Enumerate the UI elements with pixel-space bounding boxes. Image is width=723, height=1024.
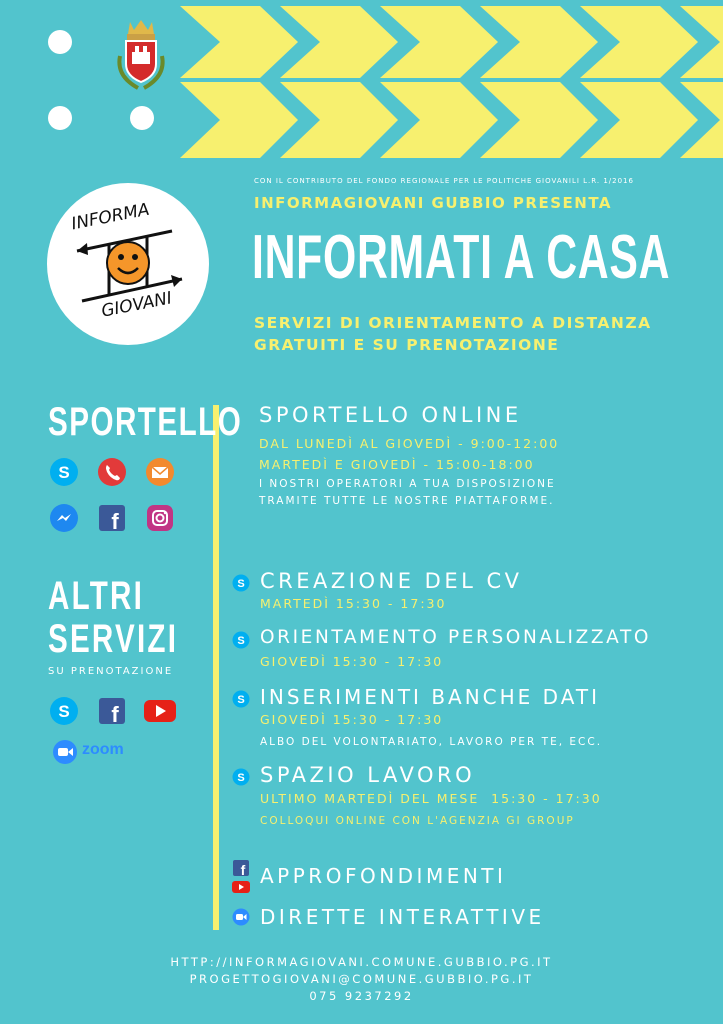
svg-text:S: S xyxy=(237,772,245,784)
service-title: CREAZIONE DEL CV xyxy=(260,569,523,593)
facebook-icon[interactable] xyxy=(97,503,127,533)
coat-of-arms-icon xyxy=(112,16,170,92)
skype-icon xyxy=(232,690,250,708)
zoom-label: zoom xyxy=(82,741,124,758)
approfondimenti-label: APPROFONDIMENTI xyxy=(260,864,507,888)
decor-dot xyxy=(130,106,154,130)
presenter-text: INFORMAGIOVANI GUBBIO PRESENTA xyxy=(254,194,613,212)
service-note: COLLOQUI ONLINE CON L'AGENZIA GI GROUP xyxy=(260,815,575,827)
facebook-icon[interactable] xyxy=(233,860,249,876)
service-time: MARTEDÌ 15:30 - 17:30 xyxy=(260,596,447,611)
sportello-online-note-2: TRAMITE TUTTE LE NOSTRE PIATTAFORME. xyxy=(259,495,555,507)
phone-icon[interactable] xyxy=(97,457,127,487)
footer-phone: 075 9237292 xyxy=(309,989,414,1003)
skype-icon[interactable] xyxy=(49,696,79,726)
facebook-icon[interactable] xyxy=(97,696,127,726)
chevron-pattern-icon xyxy=(180,0,723,160)
altri-heading-line-2: SERVIZI xyxy=(48,617,179,661)
decor-dot xyxy=(48,106,72,130)
sportello-online-note-1: I NOSTRI OPERATORI A TUA DISPOSIZIONE xyxy=(259,478,556,490)
svg-text:S: S xyxy=(237,635,245,647)
svg-text:S: S xyxy=(58,702,70,721)
svg-text:S: S xyxy=(237,578,245,590)
skype-icon xyxy=(232,631,250,649)
skype-icon[interactable] xyxy=(49,457,79,487)
informagiovani-logo xyxy=(47,183,209,345)
svg-text:S: S xyxy=(58,463,70,482)
service-time: GIOVEDÌ 15:30 - 17:30 xyxy=(260,712,444,727)
instagram-icon[interactable] xyxy=(145,503,175,533)
subtitle-line-2: GRATUITI E SU PRENOTAZIONE xyxy=(254,336,560,354)
page-title: INFORMATI A CASA xyxy=(252,223,671,292)
divider-line xyxy=(213,405,219,930)
skype-icon xyxy=(232,768,250,786)
footer-email[interactable]: PROGETTOGIOVANI@COMUNE.GUBBIO.PG.IT xyxy=(189,972,534,986)
sportello-online-heading: SPORTELLO ONLINE xyxy=(259,403,522,427)
service-title: INSERIMENTI BANCHE DATI xyxy=(260,685,600,709)
logo-text-bottom: GIOVANI xyxy=(99,288,174,322)
youtube-icon[interactable] xyxy=(232,880,250,894)
logo-text-top: INFORMA xyxy=(69,199,152,235)
sportello-online-hours-1: DAL LUNEDÌ AL GIOVEDÌ - 9:00-12:00 xyxy=(259,436,560,451)
altri-heading-line-1: ALTRI xyxy=(48,574,145,618)
zoom-icon xyxy=(52,739,78,765)
subtitle-line-1: SERVIZI DI ORIENTAMENTO A DISTANZA xyxy=(254,314,652,332)
service-title: SPAZIO LAVORO xyxy=(260,763,476,787)
youtube-icon[interactable] xyxy=(143,698,177,724)
skype-icon xyxy=(232,574,250,592)
sportello-online-hours-2: MARTEDÌ E GIOVEDÌ - 15:00-18:00 xyxy=(259,457,535,472)
svg-text:S: S xyxy=(237,694,245,706)
funding-note: CON IL CONTRIBUTO DEL FONDO REGIONALE PER LE POLITICHE GIOVANILI L.R. 1/2016 xyxy=(254,177,634,185)
svg-text:f: f xyxy=(240,862,246,876)
su-prenotazione-label: SU PRENOTAZIONE xyxy=(48,666,174,677)
service-title: ORIENTAMENTO PERSONALIZZATO xyxy=(260,627,652,648)
svg-text:f: f xyxy=(111,702,119,726)
service-note: ALBO DEL VOLONTARIATO, LAVORO PER TE, ECC. xyxy=(260,736,603,748)
footer-url[interactable]: HTTP://INFORMAGIOVANI.COMUNE.GUBBIO.PG.IT xyxy=(170,955,553,969)
svg-text:f: f xyxy=(111,509,119,533)
service-time: ULTIMO MARTEDÌ DEL MESE 15:30 - 17:30 xyxy=(260,791,602,806)
messenger-icon[interactable] xyxy=(49,503,79,533)
decor-dot xyxy=(48,30,72,54)
dirette-label: DIRETTE INTERATTIVE xyxy=(260,905,545,929)
zoom-icon[interactable] xyxy=(232,908,250,926)
service-time: GIOVEDÌ 15:30 - 17:30 xyxy=(260,654,444,669)
sportello-heading: SPORTELLO xyxy=(48,400,243,444)
email-icon[interactable] xyxy=(145,457,175,487)
